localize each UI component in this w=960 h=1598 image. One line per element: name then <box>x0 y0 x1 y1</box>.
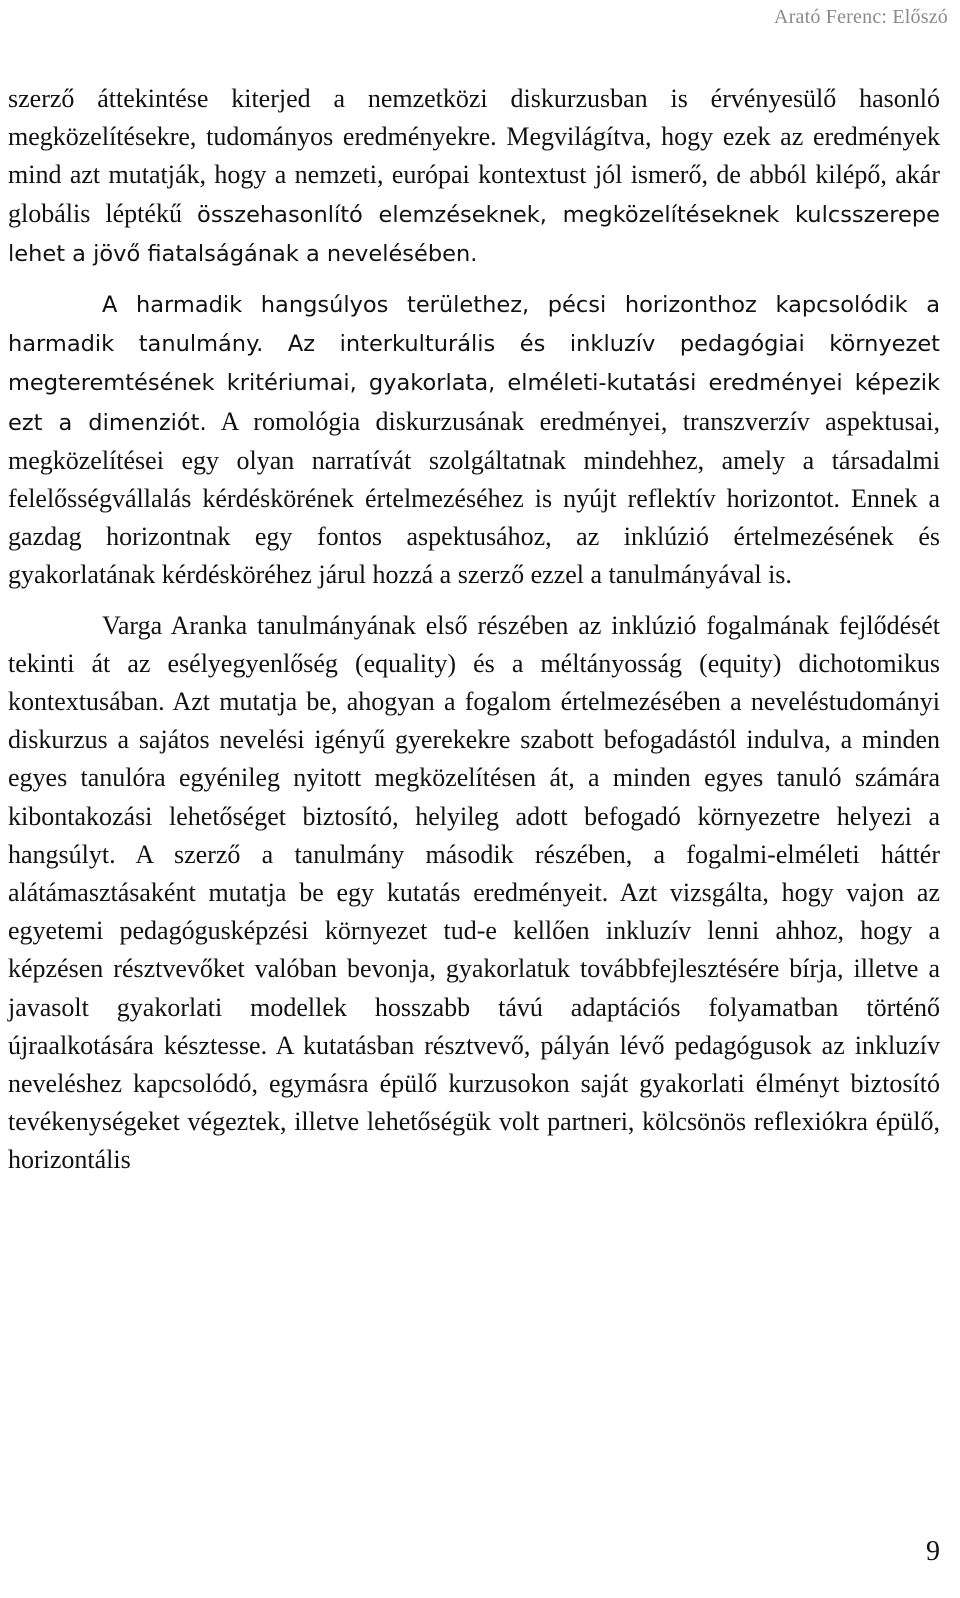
paragraph-1 <box>8 80 940 273</box>
paragraph-1-sans-text: összehasonlító elemzéseknek, megközelítéseknek kulcsszerepe lehet a jövő fiatalságának a nevelésében. <box>8 201 941 267</box>
paragraph-2-serif-text: A romológia diskurzusának eredményei, transzverzív aspektusai, megközelítései egy olyan narratívát szolgáltatnak mindehhez, amely a társadalmi felelősségvállalás kérdéskörének értelmezéséhez is nyújt reflektív horizontot. Ennek a gazdag horizontnak egy fontos aspektusához, az inklúzió értelmezésének és gyakorlatának kérdésköréhez járul hozzá a szerző ezzel a tanulmányával is. <box>8 406 940 590</box>
paragraph-2-sans-text: A harmadik hangsúlyos területhez, pécsi horizonthoz kapcsolódik a harmadik tanulmány. Az interkulturális és inkluzív pedagógiai környezet megteremtésének kritériumai, gyakorlata, elméleti-kutatási eredményei képezik ezt a dimenziót. <box>8 292 940 436</box>
paragraph-1-serif-text: szerző áttekintése kiterjed a nemzetközi diskurzusban is érvényesülő hasonló megközelítésekre, tudományos eredményekre. Megvilágítva, hogy ezek az eredmények mind azt mutatják, hogy a nemzeti, európai kontextust jól ismerő, de abból kilépő, akár globális léptékű <box>8 84 940 228</box>
running-header: Arató Ferenc: Előszó <box>774 6 948 28</box>
page-number: 9 <box>926 1536 940 1567</box>
paragraph-3 <box>8 607 940 1180</box>
paragraph-3-text: Varga Aranka tanulmányának első részében az inklúzió fogalmának fejlődését tekinti át az esélyegyenlőség (equality) és a méltányosság (equity) dichotomikus kontextusában. Azt mutatja be, ahogyan a fogalom értelmezésében a neveléstudományi diskurzus a sajátos nevelési igényű gyerekekre szabott befogadástól indulva, a minden egyes tanulóra egyénileg nyitott megközelítésen át, a minden egyes tanuló számára kibontakozási lehetőséget biztosító, helyileg adott befogadó környezetre helyezi a hangsúlyt. A szerző a tanulmány második részében, a fogalmi-elméleti háttér alátámasztásaként mutatja be egy kutatás eredményeit. Azt vizsgálta, hogy vajon az egyetemi pedagógusképzési környezet tud-e kellően inkluzív lenni ahhoz, hogy a képzésen résztvevőket valóban bevonja, gyakorlatuk továbbfejlesztésére bírja, illetve a javasolt gyakorlati modellek hosszabb távú adaptációs folyamatban történő újraalkotására késztesse. A kutatásban résztvevő, pályán lévő pedagógusok az inkluzív neveléshez kapcsolódó, egymásra épülő kurzusokon saját gyakorlati élményt biztosító tevékenységeket végeztek, illetve lehetőségük volt partneri, kölcsönös reflexiókra épülő, horizontális <box>8 610 940 1175</box>
paragraph-2 <box>8 285 940 595</box>
body-text <box>8 80 940 1192</box>
